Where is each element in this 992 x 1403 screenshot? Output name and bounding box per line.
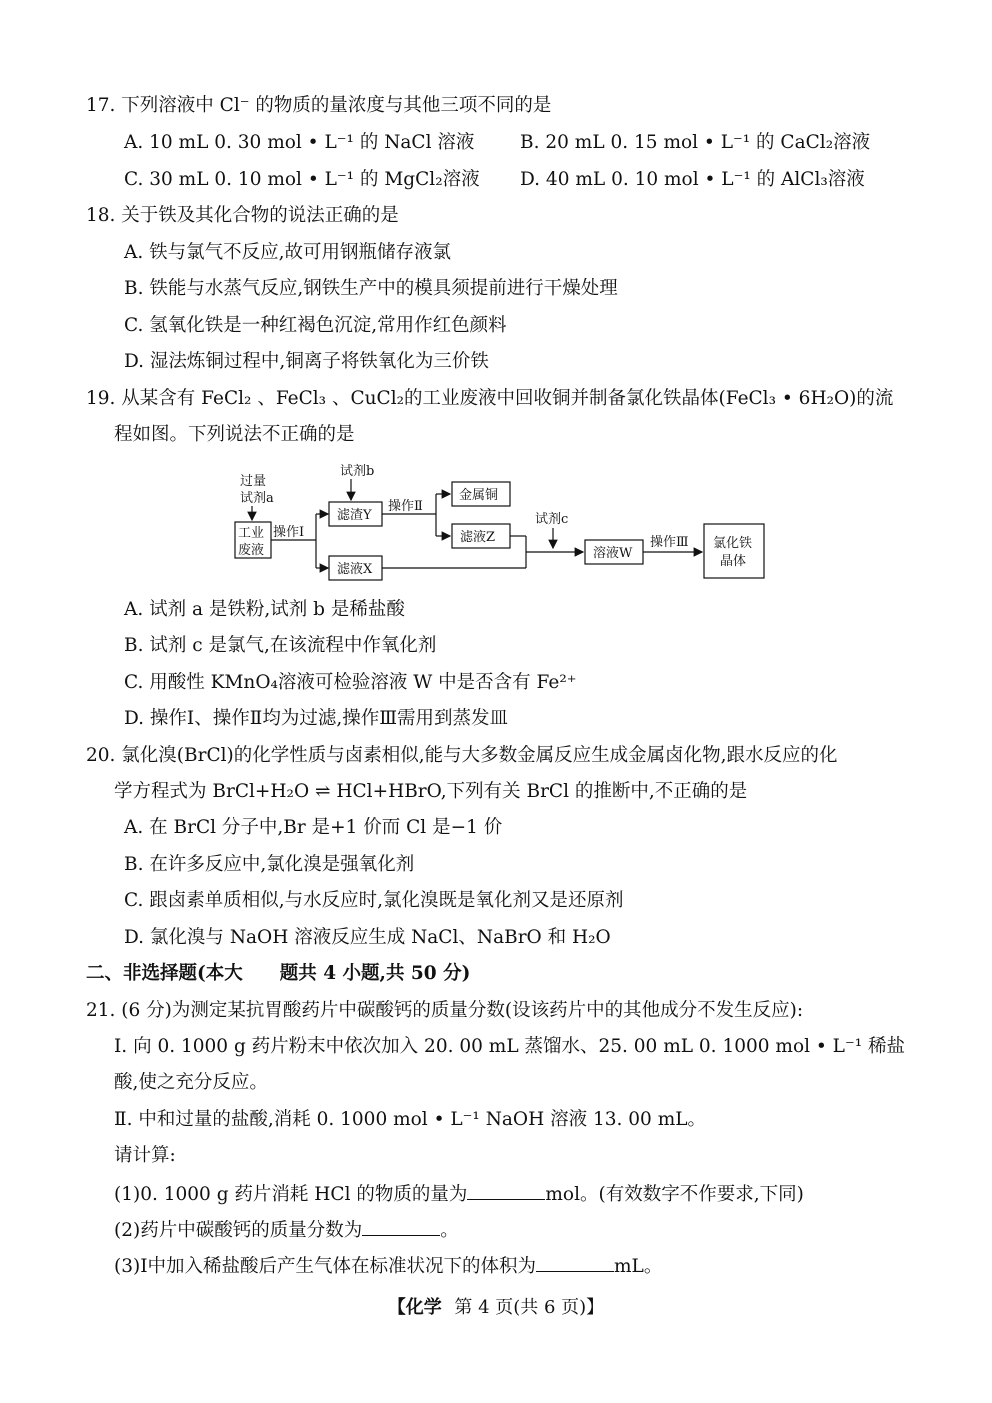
ferric-chloride-crystal-box [704, 524, 764, 578]
q20-stem-line1: 20. 氯化溴(BrCl)的化学性质与卤素相似,能与大多数金属反应生成金属卤化物,跟水反应的化 [86, 745, 838, 766]
footer-subject: 【化学 [387, 1297, 442, 1318]
q21-part3 [114, 1253, 662, 1279]
footer-page-number: 第 4 页(共 6 页)】 [454, 1297, 605, 1318]
q18-option-b: B. 铁能与水蒸气反应,钢铁生产中的模具须提前进行干燥处理 [124, 278, 618, 299]
q18-option-a: A. 铁与氯气不反应,故可用钢瓶储存液氯 [124, 242, 452, 263]
q19-option-b: B. 试剂 c 是氯气,在该流程中作氧化剂 [124, 635, 437, 656]
q21-step2: Ⅱ. 中和过量的盐酸,消耗 0. 1000 mol • L⁻¹ NaOH 溶液 13. 00 mL。 [114, 1109, 707, 1130]
waste-liquid-label-2: 废液 [238, 543, 265, 558]
q19-option-c: C. 用酸性 KMnO₄溶液可检验溶液 W 中是否含有 Fe²⁺ [124, 672, 577, 693]
q21-step1-line2: 酸,使之充分反应。 [114, 1072, 268, 1093]
reagent-a-label-2: 试剂a [240, 491, 274, 506]
waste-liquid-label-1: 工业 [238, 526, 265, 541]
process-flow-diagram [230, 458, 770, 584]
q21-part1 [114, 1181, 804, 1207]
op3-label: 操作Ⅲ [650, 535, 689, 550]
q17-option-a: A. 10 mL 0. 30 mol • L⁻¹ 的 NaCl 溶液 [124, 132, 475, 153]
residue-y-label: 滤渣Y [337, 508, 372, 523]
q17-option-b: B. 20 mL 0. 15 mol • L⁻¹ 的 CaCl₂溶液 [520, 132, 871, 153]
reagent-b-label: 试剂b [340, 464, 375, 479]
product-label-1: 氯化铁 [713, 536, 753, 551]
q21-part1-unit: mol。(有效数字不作要求,下同) [545, 1184, 804, 1205]
op2-label: 操作Ⅱ [388, 499, 423, 514]
q21-part2-end: 。 [440, 1220, 459, 1241]
q17-stem: 17. 下列溶液中 Cl⁻ 的物质的量浓度与其他三项不同的是 [86, 95, 552, 116]
reagent-c-label: 试剂c [535, 512, 569, 527]
q21-part3-answer-blank[interactable] [536, 1253, 614, 1272]
q21-stem: 21. (6 分)为测定某抗胃酸药片中碳酸钙的质量分数(设该药片中的其他成分不发生反应): [86, 1000, 804, 1021]
q20-option-d: D. 氯化溴与 NaOH 溶液反应生成 NaCl、NaBrO 和 H₂O [124, 927, 611, 948]
product-label-2: 晶体 [720, 554, 747, 569]
filtrate-x-label: 滤液X [337, 562, 373, 577]
q19-stem-line1: 19. 从某含有 FeCl₂ 、FeCl₃ 、CuCl₂的工业废液中回收铜并制备氯化铁晶体(FeCl₃ • 6H₂O)的流 [86, 388, 894, 409]
reagent-a-label-1: 过量 [240, 474, 267, 489]
q20-option-c: C. 跟卤素单质相似,与水反应时,氯化溴既是氧化剂又是还原剂 [124, 890, 624, 911]
q20-stem-line2: 学方程式为 BrCl+H₂O ⇌ HCl+HBrO,下列有关 BrCl 的推断中,不正确的是 [114, 781, 748, 802]
q18-option-c: C. 氢氧化铁是一种红褐色沉淀,常用作红色颜料 [124, 315, 507, 336]
q21-part1-answer-blank[interactable] [467, 1181, 545, 1200]
q21-part2 [114, 1217, 459, 1243]
solution-w-label: 溶液W [593, 546, 633, 561]
q21-part3-unit: mL。 [614, 1256, 663, 1277]
q21-calc-prompt: 请计算: [114, 1145, 176, 1166]
filtrate-z-label: 滤液Z [460, 530, 496, 545]
q21-part1-text: (1)0. 1000 g 药片消耗 HCl 的物质的量为 [114, 1184, 468, 1205]
q20-option-a: A. 在 BrCl 分子中,Br 是+1 价而 Cl 是−1 价 [124, 817, 503, 838]
op1-label: 操作Ⅰ [273, 525, 305, 540]
q19-option-d: D. 操作Ⅰ、操作Ⅱ均为过滤,操作Ⅲ需用到蒸发皿 [124, 708, 509, 729]
q17-option-d: D. 40 mL 0. 10 mol • L⁻¹ 的 AlCl₃溶液 [520, 169, 865, 190]
q17-option-c: C. 30 mL 0. 10 mol • L⁻¹ 的 MgCl₂溶液 [124, 169, 480, 190]
q19-stem-line2: 程如图。下列说法不正确的是 [114, 424, 355, 445]
q18-option-d: D. 湿法炼铜过程中,铜离子将铁氧化为三价铁 [124, 351, 489, 372]
q21-part2-answer-blank[interactable] [362, 1217, 440, 1236]
page-footer [0, 1293, 992, 1319]
q20-option-b: B. 在许多反应中,氯化溴是强氧化剂 [124, 854, 415, 875]
q21-part3-text: (3)Ⅰ中加入稀盐酸后产生气体在标准状况下的体积为 [114, 1256, 537, 1277]
copper-label: 金属铜 [459, 488, 499, 503]
q18-stem: 18. 关于铁及其化合物的说法正确的是 [86, 205, 399, 226]
q21-step1-line1: Ⅰ. 向 0. 1000 g 药片粉末中依次加入 20. 00 mL 蒸馏水、25. 00 mL 0. 1000 mol • L⁻¹ 稀盐 [114, 1036, 906, 1057]
section-heading: 二、非选择题(本大 题共 4 小题,共 50 分) [86, 963, 471, 984]
q21-part2-text: (2)药片中碳酸钙的质量分数为 [114, 1220, 363, 1241]
q19-option-a: A. 试剂 a 是铁粉,试剂 b 是稀盐酸 [124, 599, 405, 620]
